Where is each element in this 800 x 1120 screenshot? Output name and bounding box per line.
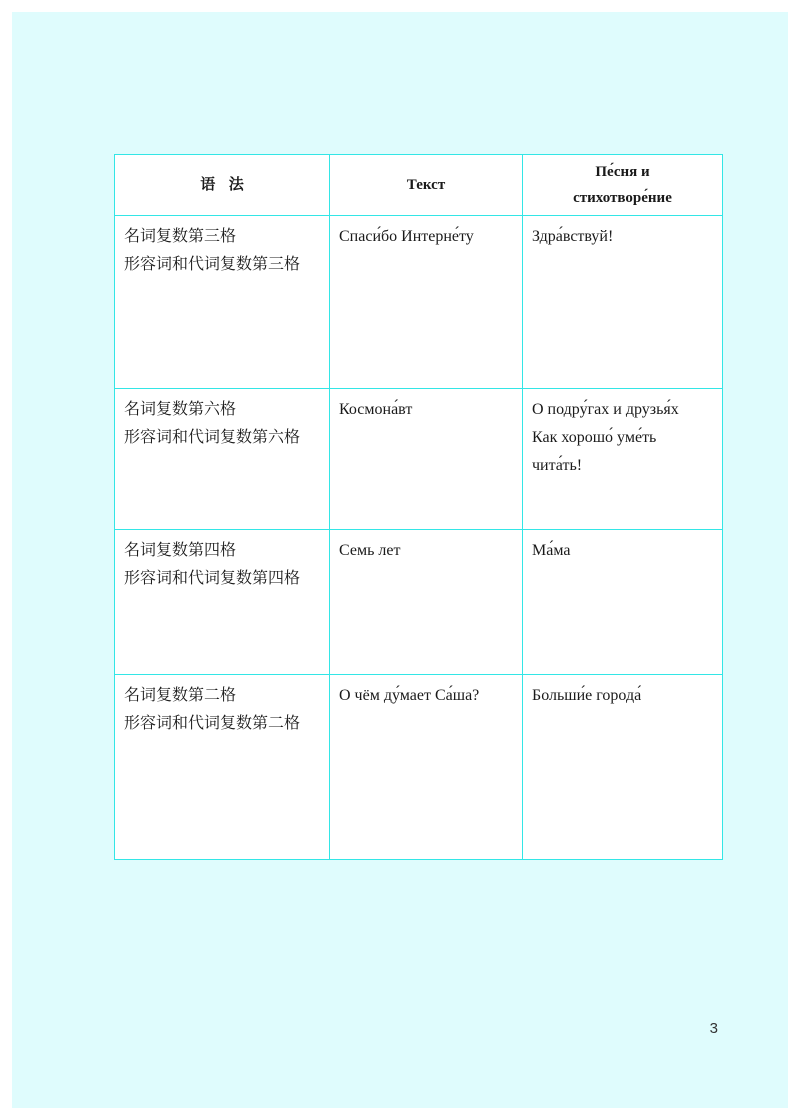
song-title: Больши́е города́ xyxy=(532,687,642,704)
song-cell xyxy=(523,675,723,860)
header-grammar: 语法 xyxy=(115,155,330,216)
text-title: О чём ду́мает Са́ша? xyxy=(339,687,480,704)
text-title: Семь лет xyxy=(339,542,401,559)
song-title: О подру́гах и друзья́х xyxy=(532,401,679,418)
song-title: Здра́вствуй! xyxy=(532,228,614,245)
table-header-row xyxy=(115,155,723,216)
text-cell xyxy=(330,530,523,675)
table-row xyxy=(115,530,723,675)
grammar-cell xyxy=(115,675,330,860)
grammar-topic: 名词复数第四格 xyxy=(124,542,237,559)
song-title: чита́ть! xyxy=(532,457,583,474)
grammar-topic: 名词复数第二格 xyxy=(124,687,237,704)
header-song-poem xyxy=(523,155,723,216)
page xyxy=(12,12,788,1108)
header-text: Текст xyxy=(330,155,523,216)
text-title: Спаси́бо Интерне́ту xyxy=(339,228,474,245)
text-cell xyxy=(330,389,523,530)
grammar-cell xyxy=(115,216,330,389)
header-song-line-1: Пе́сня и xyxy=(595,164,650,180)
table-row xyxy=(115,216,723,389)
grammar-cell xyxy=(115,530,330,675)
song-title: Ма́ма xyxy=(532,542,571,559)
text-title: Космона́вт xyxy=(339,401,413,418)
grammar-topic: 形容词和代词复数第四格 xyxy=(124,570,301,587)
song-title: Как хорошо́ уме́ть xyxy=(532,429,657,446)
grammar-topic: 名词复数第三格 xyxy=(124,228,237,245)
grammar-cell xyxy=(115,389,330,530)
grammar-topic: 形容词和代词复数第三格 xyxy=(124,256,301,273)
text-cell xyxy=(330,675,523,860)
table-row xyxy=(115,675,723,860)
table-row xyxy=(115,389,723,530)
contents-table xyxy=(114,154,723,860)
grammar-topic: 形容词和代词复数第二格 xyxy=(124,715,301,732)
song-cell xyxy=(523,389,723,530)
grammar-topic: 名词复数第六格 xyxy=(124,401,237,418)
text-cell xyxy=(330,216,523,389)
song-cell xyxy=(523,216,723,389)
header-song-line-2: стихотворе́ние xyxy=(573,190,672,206)
page-number: 3 xyxy=(709,1020,718,1037)
grammar-topic: 形容词和代词复数第六格 xyxy=(124,429,301,446)
song-cell xyxy=(523,530,723,675)
